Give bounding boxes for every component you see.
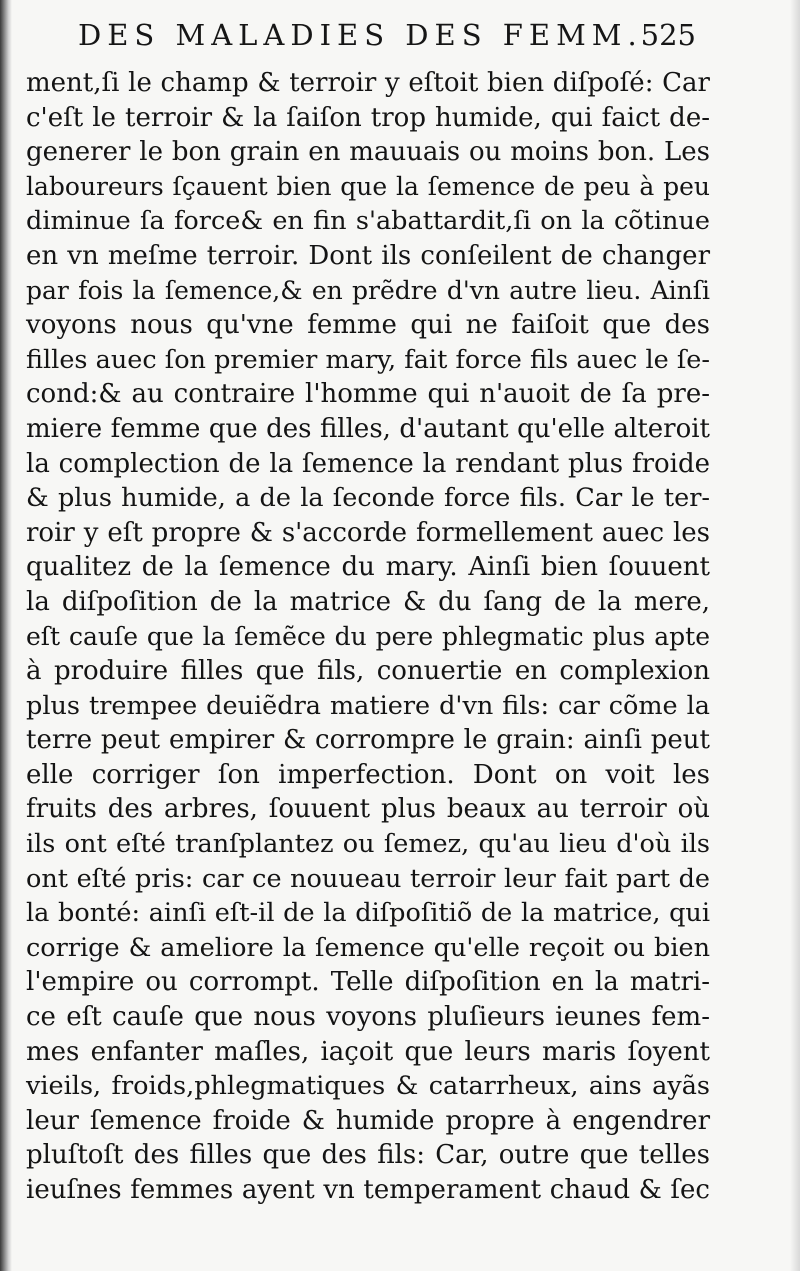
text-line: par fois la ſemence,& en prẽdre d'vn autre lieu. Ainſi bbox=[26, 275, 710, 305]
page-edge-shade bbox=[790, 0, 800, 1271]
text-line: la diſpoſition de la matrice & du ſang de la mere, bbox=[26, 586, 710, 617]
text-line: ment,ſi le champ & terroir y eſtoit bien diſpoſé: Car bbox=[26, 68, 710, 98]
text-line: corrige & ameliore la ſemence qu'elle reçoit ou bien bbox=[26, 932, 710, 963]
text-line: terre peut empirer & corrompre le grain: ainſi peut bbox=[26, 725, 710, 756]
text-line: laboureurs ſçauent bien que la ſemence de peu à peu bbox=[26, 171, 710, 201]
body-text bbox=[26, 66, 710, 1208]
text-line: en vn meſme terroir. Dont ils conſeilent de changer bbox=[26, 240, 710, 271]
text-line: vieils, froids,phlegmatiques & catarrheux, ains ayãs bbox=[26, 1071, 710, 1102]
text-line: la complection de la ſemence la rendant plus froide bbox=[26, 448, 710, 479]
text-line: elle corriger ſon imperfection. Dont on voit les bbox=[26, 759, 710, 790]
text-line: generer le bon grain en mauuais ou moins bon. Les bbox=[26, 137, 710, 168]
text-line: la bonté: ainſi eſt-il de la diſpoſitiõ de la matrice, qui bbox=[26, 898, 710, 929]
text-line: cond:& au contraire l'homme qui n'auoit de ſa pre- bbox=[26, 379, 710, 410]
text-line: filles auec ſon premier mary, fait force fils auec le ſe- bbox=[26, 344, 710, 375]
text-line: miere femme que des filles, d'autant qu'elle alteroit bbox=[26, 413, 710, 444]
text-line: diminue ſa force& en fin s'abattardit,ſi on la cõtinue bbox=[26, 206, 710, 237]
text-line: ils ont eſté tranſplantez ou ſemez, qu'au lieu d'où ils bbox=[26, 829, 710, 860]
text-line: c'eſt le terroir & la ſaiſon trop humide, qui faict de- bbox=[26, 102, 710, 133]
page-gutter-shadow bbox=[0, 0, 12, 1271]
text-line: ont eſté pris: car ce nouueau terroir leur fait part de bbox=[26, 863, 710, 894]
running-title: DES MALADIES DES FEMM. bbox=[78, 18, 643, 52]
text-line: & plus humide, a de la ſeconde force fils. Car le ter- bbox=[26, 483, 710, 514]
text-line: ieuſnes femmes ayent vn temperament chaud & ſec bbox=[26, 1175, 710, 1205]
text-line: leur ſemence froide & humide propre à engendrer bbox=[26, 1105, 710, 1136]
text-line: eſt cauſe que la ſemẽce du pere phlegmatic plus apte bbox=[26, 621, 710, 651]
text-line: ce eſt cauſe que nous voyons pluſieurs ieunes fem- bbox=[26, 1002, 710, 1033]
text-line: roir y eſt propre & s'accorde formellement auec les bbox=[26, 517, 710, 548]
text-line: mes enfanter maſles, iaçoit que leurs maris ſoyent bbox=[26, 1036, 710, 1067]
text-line: pluſtoſt des filles que des fils: Car, outre que telles bbox=[26, 1140, 710, 1171]
text-line: fruits des arbres, ſouuent plus beaux au terroir où bbox=[26, 794, 710, 825]
text-line: l'empire ou corrompt. Telle diſpoſition en la matri- bbox=[26, 967, 710, 998]
text-line: qualitez de la ſemence du mary. Ainſi bien ſouuent bbox=[26, 552, 710, 583]
text-line: plus trempee deuiẽdra matiere d'vn fils: car cõme la bbox=[26, 690, 710, 721]
text-line: voyons nous qu'vne femme qui ne faiſoit que des bbox=[26, 310, 710, 341]
page-number: 525 bbox=[640, 18, 696, 52]
page-header bbox=[78, 12, 696, 60]
text-line: à produire filles que fils, conuertie en complexion bbox=[26, 656, 710, 687]
